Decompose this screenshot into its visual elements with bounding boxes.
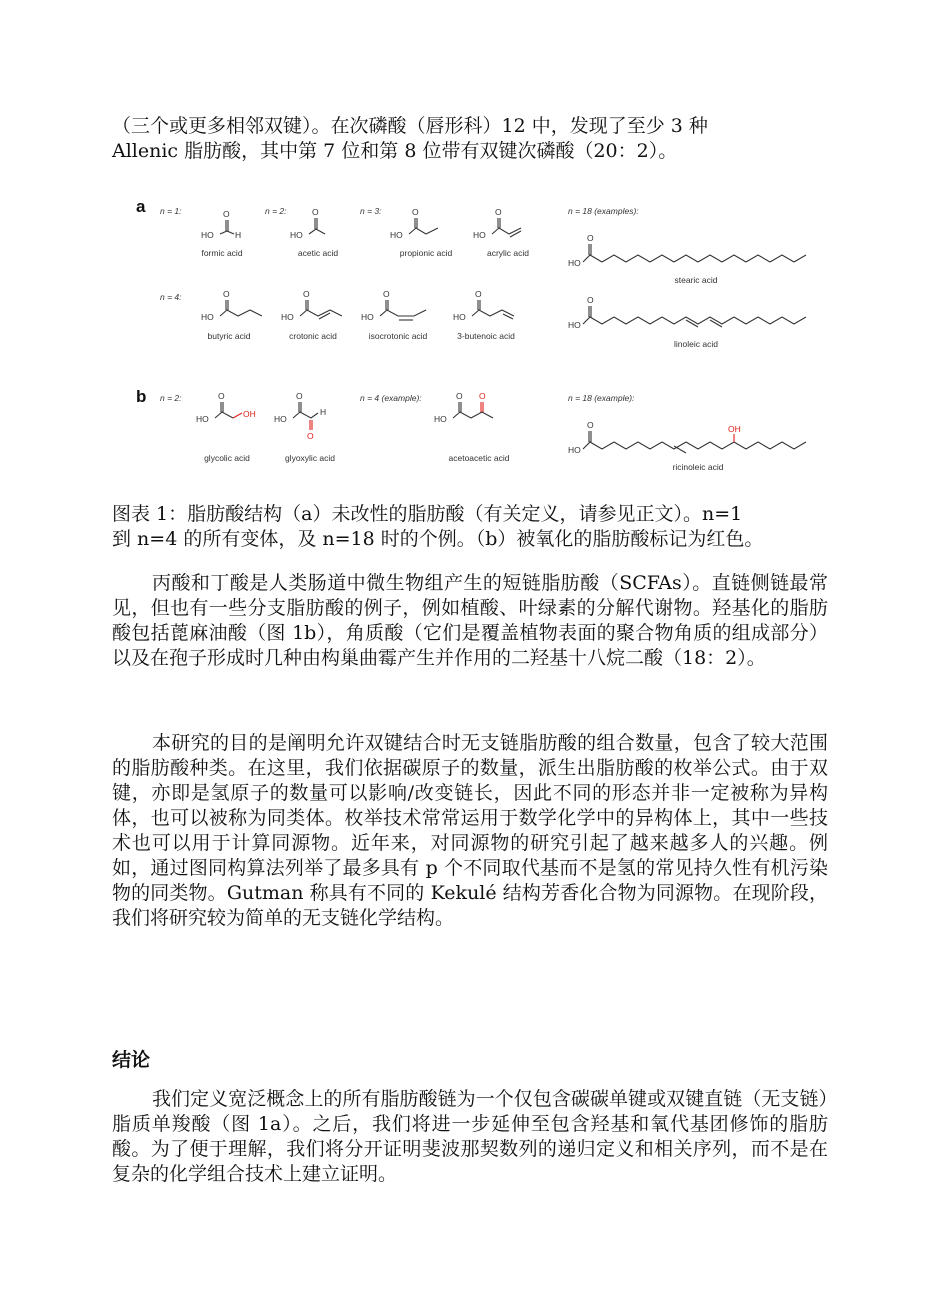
intro-paragraph	[112, 114, 828, 164]
compound-acetic-acid: acetic acid	[297, 248, 339, 258]
atom-o: O	[412, 207, 419, 217]
section-heading-conclusion: 结论	[112, 1049, 151, 1071]
intro-line-2: Allenic 脂肪酸，其中第 7 位和第 8 位带有双键次磷酸（20：2）。	[112, 140, 678, 162]
compound-glyoxylic-acid: glyoxylic acid	[284, 453, 336, 463]
label-b-n4: n = 4 (example):	[360, 393, 422, 403]
atom-o: O	[587, 420, 594, 430]
compound-3-butenoic-acid: 3-butenoic acid	[457, 331, 515, 341]
fatty-acid-figure	[130, 192, 820, 482]
atom-ho: HO	[390, 230, 403, 240]
atom-ho: HO	[568, 258, 581, 268]
oxidized-atom-labels	[243, 391, 741, 441]
compound-formic-acid: formic acid	[201, 248, 243, 258]
atom-o: O	[223, 289, 230, 299]
paragraph-conclusion: 我们定义宽泛概念上的所有脂肪酸链为一个仅包含碳碳单键或双键直链（无支链）脂质单羧酸（图 1a）。之后，我们将进一步延伸至包含羟基和氧代基团修饰的脂肪酸。为了便于理解，我们将分开证明斐波那契数列的递归定义和相关序列，而不是在复杂的化学组合技术上建立证明。	[112, 1088, 828, 1185]
atom-o: O	[296, 391, 303, 401]
atom-oh-red: OH	[728, 424, 741, 434]
atom-ho: HO	[473, 230, 486, 240]
atom-o-red: O	[307, 431, 314, 441]
atom-h: H	[320, 407, 327, 417]
atom-ho: HO	[290, 230, 303, 240]
atom-ho: HO	[453, 312, 466, 322]
fatty-acid-structures	[130, 192, 820, 482]
atom-o-red: O	[479, 391, 486, 401]
atom-ho: HO	[361, 312, 374, 322]
atom-o: O	[456, 391, 463, 401]
atom-ho: HO	[196, 414, 209, 424]
label-b-n18: n = 18 (example):	[568, 393, 635, 403]
atom-ho: HO	[568, 445, 581, 455]
atom-ho: HO	[281, 312, 294, 322]
label-b-n2: n = 2:	[160, 393, 182, 403]
compound-butyric-acid: butyric acid	[207, 331, 251, 341]
atom-oh-red: OH	[243, 409, 256, 419]
atom-ho: HO	[434, 414, 447, 424]
intro-line-1: （三个或更多相邻双键）。在次磷酸（唇形科）12 中，发现了至少 3 种	[112, 115, 708, 137]
atom-o: O	[495, 207, 502, 217]
atom-o: O	[383, 289, 390, 299]
label-n3: n = 3:	[360, 206, 382, 216]
compound-propionic-acid: propionic acid	[399, 248, 453, 258]
label-n18-examples: n = 18 (examples):	[568, 206, 639, 216]
compound-linoleic-acid: linoleic acid	[674, 339, 718, 349]
atom-o: O	[475, 289, 482, 299]
atom-ho: HO	[274, 414, 287, 424]
label-n2: n = 2:	[265, 206, 287, 216]
atom-o: O	[312, 207, 319, 217]
atom-h: H	[235, 230, 242, 240]
compound-acetoacetic-acid: acetoacetic acid	[448, 453, 510, 463]
atom-o: O	[587, 295, 594, 305]
compound-glycolic-acid: glycolic acid	[204, 453, 250, 463]
compound-isocrotonic-acid: isocrotonic acid	[368, 331, 428, 341]
figure-caption	[112, 502, 828, 552]
label-n4: n = 4:	[160, 292, 182, 302]
caption-line-1: 图表 1：脂肪酸结构（a）未改性的脂肪酸（有关定义，请参见正文）。n=1	[112, 503, 743, 525]
caption-line-2: 到 n=4 的所有变体，及 n=18 时的个例。（b）被氧化的脂肪酸标记为红色。	[112, 528, 764, 550]
atom-o: O	[303, 289, 310, 299]
compound-ricinoleic-acid: ricinoleic acid	[672, 462, 724, 472]
atom-o: O	[218, 391, 225, 401]
compound-names	[201, 248, 723, 472]
atom-ho: HO	[568, 320, 581, 330]
atom-ho: HO	[201, 230, 214, 240]
panel-b-letter: b	[136, 387, 147, 406]
compound-crotonic-acid: crotonic acid	[289, 331, 337, 341]
atom-ho: HO	[201, 312, 214, 322]
atom-o: O	[223, 209, 230, 219]
paragraph-scfa: 丙酸和丁酸是人类肠道中微生物组产生的短链脂肪酸（SCFAs）。直链侧链最常见，但也有一些分支脂肪酸的例子，例如植酸、叶绿素的分解代谢物。羟基化的脂肪酸包括蓖麻油酸（图 1b），角质酸（它们是覆盖植物表面的聚合物角质的组成部分）以及在孢子形成时几种由构巢曲霉产生并作用的二羟基十八烷二酸（18：2）。	[112, 572, 828, 669]
compound-stearic-acid: stearic acid	[674, 275, 718, 285]
paragraph-study-aim: 本研究的目的是阐明允许双键结合时无支链脂肪酸的组合数量，包含了较大范围的脂肪酸种类。在这里，我们依据碳原子的数量，派生出脂肪酸的枚举公式。由于双键，亦即是氢原子的数量可以影响/改变链长，因此不同的形态并非一定被称为异构体，也可以被称为同类体。枚举技术常常运用于数学化学中的异构体上，其中一些技术也可以用于计算同源物。近年来，对同源物的研究引起了越来越多人的兴趣。例如，通过图同构算法列举了最多具有 p 个不同取代基而不是氢的常见持久性有机污染物的同类物。Gutman 称具有不同的 Kekulé 结构芳香化合物为同源物。在现阶段，我们将研究较为简单的无支链化学结构。	[112, 732, 828, 929]
compound-acrylic-acid: acrylic acid	[486, 248, 530, 258]
label-n1: n = 1:	[160, 206, 182, 216]
atom-o: O	[587, 233, 594, 243]
panel-a-letter: a	[136, 197, 146, 216]
